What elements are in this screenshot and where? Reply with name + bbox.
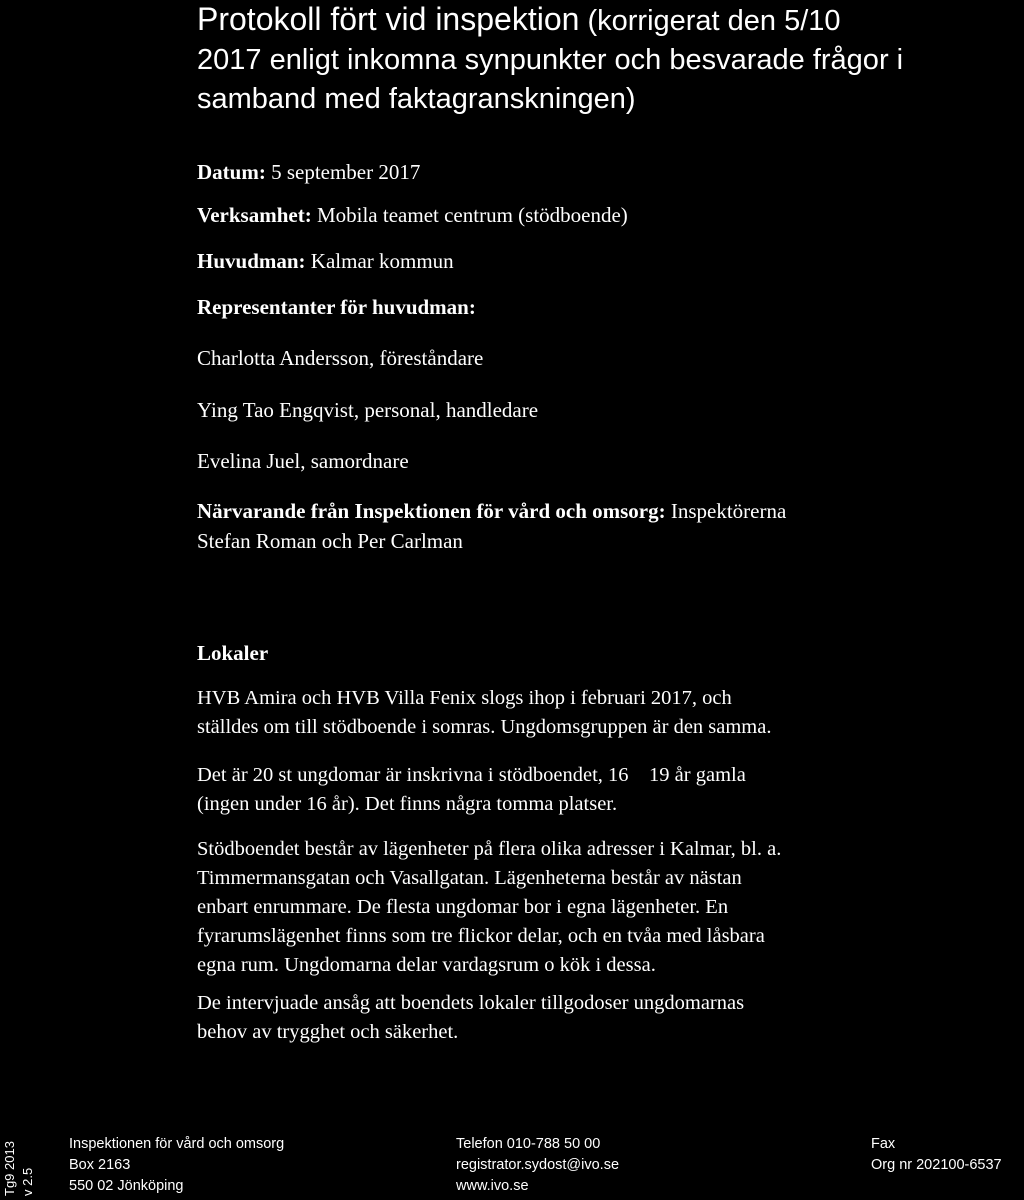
p4-line-1: De intervjuade ansåg att boendets lokaler tillgodoser ungdomarnas xyxy=(197,992,745,1014)
footer-email[interactable]: registrator.sydost@ivo.se xyxy=(456,1157,620,1173)
template-code: Tg9 2013 xyxy=(2,1141,17,1196)
field-huvudman xyxy=(197,246,997,276)
document-title xyxy=(197,0,987,118)
footer-fax: Fax xyxy=(871,1136,896,1152)
lokaler-paragraph-4 xyxy=(197,989,877,1047)
p3-line-1: Stödboendet består av lägenheter på flera olika adresser i Kalmar, bl. a. xyxy=(197,838,782,860)
verksamhet-label: Verksamhet: xyxy=(197,203,312,227)
footer-postal: 550 02 Jönköping xyxy=(69,1178,184,1194)
present-inspectors xyxy=(197,496,917,556)
present-value-line-1: Inspektörerna xyxy=(665,499,787,523)
template-version-code xyxy=(0,1120,40,1200)
footer-box: Box 2163 xyxy=(69,1157,131,1173)
footer-website[interactable]: www.ivo.se xyxy=(456,1178,529,1194)
footer-contact xyxy=(456,1134,619,1197)
title-line-2: 2017 enligt inkomna synpunkter och besvarade frågor i xyxy=(197,44,904,76)
footer-org-name: Inspektionen för vård och omsorg xyxy=(69,1136,285,1152)
datum-value: 5 september 2017 xyxy=(265,160,421,184)
representative-2: Ying Tao Engqvist, personal, handledare xyxy=(197,398,539,422)
p3-line-2: Timmermansgatan och Vasallgatan. Lägenheterna består av nästan xyxy=(197,867,742,889)
template-version: v 2.5 xyxy=(20,1167,35,1196)
title-main: Protokoll fört vid inspektion xyxy=(197,1,580,37)
lokaler-paragraph-3 xyxy=(197,835,877,980)
present-label: Närvarande från Inspektionen för vård och omsorg: xyxy=(197,499,666,523)
field-datum xyxy=(197,157,997,187)
p1-line-2: ställdes om till stödboende i somras. Ungdomsgruppen är den samma. xyxy=(197,716,772,738)
title-correction-note: (korrigerat den 5/10 xyxy=(579,5,841,37)
footer-phone: Telefon 010-788 50 00 xyxy=(456,1136,601,1152)
p1-line-1: HVB Amira och HVB Villa Fenix slogs ihop i februari 2017, och xyxy=(197,687,732,709)
p3-line-5: egna rum. Ungdomarna delar vardagsrum o kök i dessa. xyxy=(197,954,656,976)
huvudman-value: Kalmar kommun xyxy=(305,249,454,273)
verksamhet-value: Mobila teamet centrum (stödboende) xyxy=(311,203,628,227)
footer-org-number: Org nr 202100-6537 xyxy=(871,1157,1002,1173)
field-representanter xyxy=(197,292,997,322)
lokaler-paragraph-1 xyxy=(197,684,877,742)
lokaler-paragraph-2 xyxy=(197,761,877,819)
representative-1: Charlotta Andersson, föreståndare xyxy=(197,346,484,370)
footer-fax-org xyxy=(871,1134,1002,1176)
datum-label: Datum: xyxy=(197,160,266,184)
p3-line-3: enbart enrummare. De flesta ungdomar bor i egna lägenheter. En xyxy=(197,896,729,918)
p2-line-1: Det är 20 st ungdomar är inskrivna i stödboendet, 16 19 år gamla xyxy=(197,764,746,786)
section-heading-lokaler: Lokaler xyxy=(197,641,269,665)
p3-line-4: fyrarumslägenhet finns som tre flickor delar, och en tvåa med låsbara xyxy=(197,925,765,947)
title-line-3: samband med faktagranskningen) xyxy=(197,83,636,115)
p2-line-2: (ingen under 16 år). Det finns några tomma platser. xyxy=(197,793,618,815)
field-verksamhet xyxy=(197,200,997,230)
representative-3: Evelina Juel, samordnare xyxy=(197,449,409,473)
p4-line-2: behov av trygghet och säkerhet. xyxy=(197,1021,459,1043)
huvudman-label: Huvudman: xyxy=(197,249,306,273)
present-value-line-2: Stefan Roman och Per Carlman xyxy=(197,529,463,553)
footer-address xyxy=(69,1134,284,1197)
representanter-label: Representanter för huvudman: xyxy=(197,295,476,319)
